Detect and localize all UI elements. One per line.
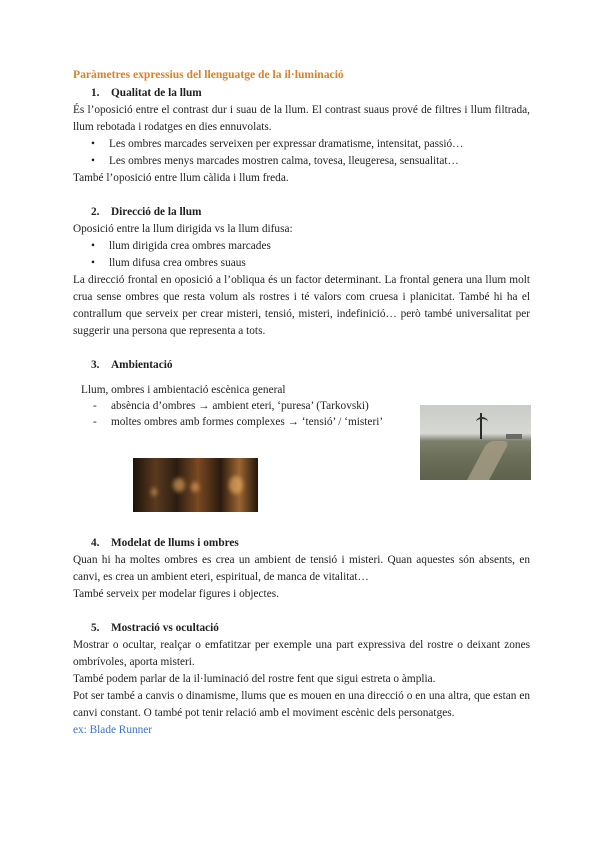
section-4-paragraph-2: També serveix per modelar figures i objectes. <box>73 588 279 600</box>
blade-runner-link[interactable]: ex: Blade Runner <box>73 724 153 736</box>
section-2-bullets <box>73 238 530 272</box>
section-3-paragraph: Llum, ombres i ambientació escènica general <box>81 384 286 396</box>
list-item: • Les ombres menys marcades mostren calma, tovesa, lleugeresa, sensualitat… <box>73 153 530 170</box>
document-title: Paràmetres expressius del llenguatge de la il·luminació <box>73 68 344 81</box>
section-4-paragraph: Quan hi ha moltes ombres es crea un ambient de tensió i misteri. Quan aquestes són absents, en canvi, es crea un ambient eteri, espiritual, de manca de vitalitat… <box>73 554 530 583</box>
section-3-heading: 3. Ambientació <box>91 359 173 371</box>
section-5-paragraph: Mostrar o ocultar, realçar o emfatitzar per exemple una part expressiva del rostre o deixant zones ombrívoles, aporta misteri. <box>73 639 530 668</box>
section-1-bullets <box>73 136 530 170</box>
section-1-paragraph-2: També l’oposició entre llum càlida i llum freda. <box>73 172 289 184</box>
section-4-heading: 4. Modelat de llums i ombres <box>91 537 239 549</box>
list-item: • Les ombres marcades serveixen per expressar dramatisme, intensitat, passió… <box>73 136 530 153</box>
dark-interior-photo <box>133 458 258 512</box>
section-5-heading: 5. Mostració vs ocultació <box>91 622 219 634</box>
list-item: - absència d’ombres → ambient eteri, ‘puresa’ (Tarkovski) <box>73 398 530 414</box>
section-1-heading: 1. Qualitat de la llum <box>91 87 202 99</box>
list-item: • llum dirigida crea ombres marcades <box>73 238 530 255</box>
section-5-paragraph-2: També podem parlar de la il·luminació del rostre fent que sigui estreta o àmplia. <box>73 673 436 685</box>
section-1-paragraph: És l’oposició entre el contrast dur i suau de la llum. El contrast suaus prové de filtres i llum filtrada, llum rebotada i rodatges en dies ennuvolats. <box>73 104 530 133</box>
section-2-heading: 2. Direcció de la llum <box>91 206 202 218</box>
document-page <box>73 68 530 739</box>
list-item: • llum difusa crea ombres suaus <box>73 255 530 272</box>
section-2-paragraph-2: La direcció frontal en oposició a l’obliqua és un factor determinant. La frontal genera una llum molt crua sense ombres que resta volum als rostres i té valors com cruesa i planicitat. També hi ha el contrallum que serveix per crear misteri, tensió, misteri, indefinició… però també universalitat per suggerir una persona que representa a tots. <box>73 274 530 337</box>
list-item: - moltes ombres amb formes complexes → ‘tensió’ / ‘misteri’ <box>73 414 530 430</box>
section-5-paragraph-3: Pot ser també a canvis o dinamisme, llums que es mouen en una direcció o en una altra, que estan en canvi constant. O també pot tenir relació amb el moviment escènic dels personatges. <box>73 690 530 719</box>
landscape-photo <box>420 405 531 480</box>
section-2-paragraph: Oposició entre la llum dirigida vs la llum difusa: <box>73 223 293 235</box>
